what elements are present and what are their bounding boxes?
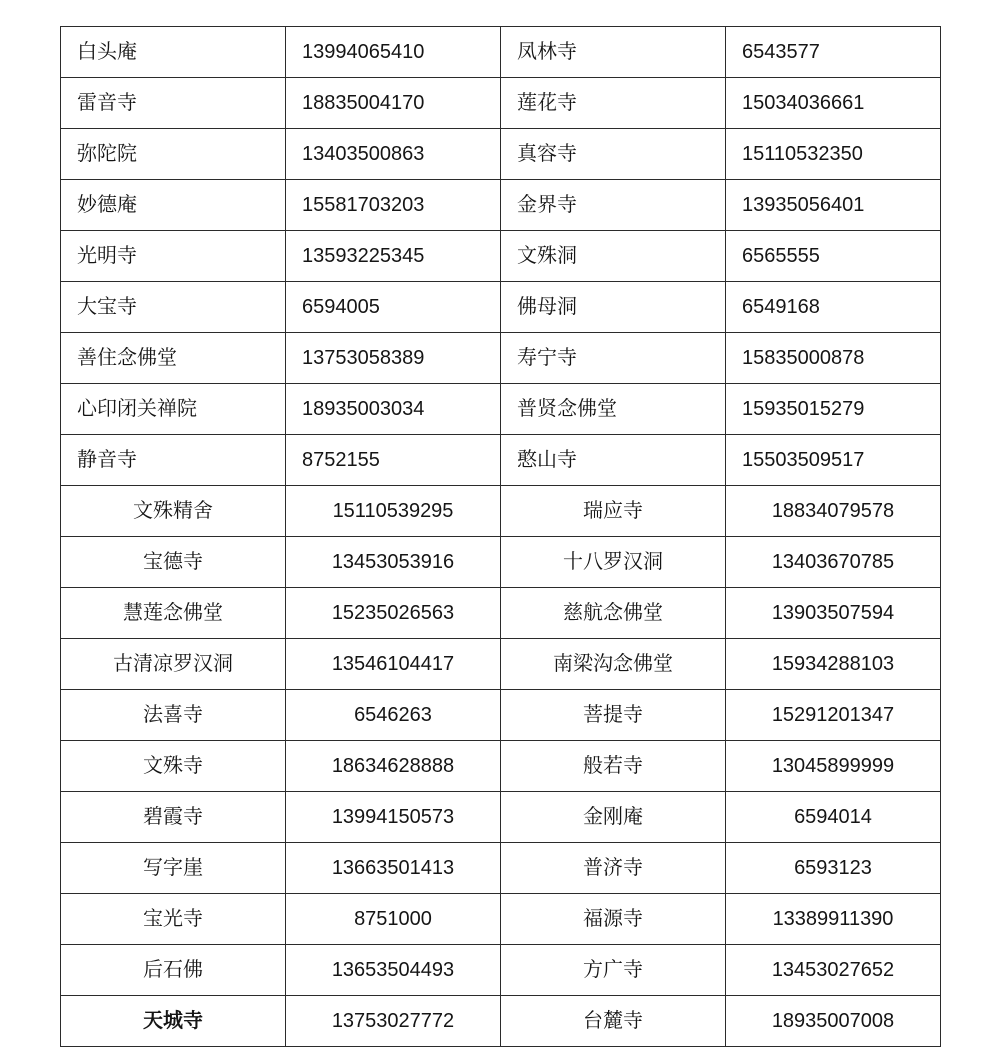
temple-name: 寿宁寺 (501, 333, 726, 384)
temple-phone: 15034036661 (726, 78, 941, 129)
temple-name: 慧莲念佛堂 (61, 588, 286, 639)
temple-phone: 15934288103 (726, 639, 941, 690)
temple-name: 福源寺 (501, 894, 726, 945)
temple-name: 宝光寺 (61, 894, 286, 945)
table-row (61, 333, 941, 384)
temple-phone: 6546263 (286, 690, 501, 741)
temple-phone: 15291201347 (726, 690, 941, 741)
temple-name: 菩提寺 (501, 690, 726, 741)
temple-phone: 18935003034 (286, 384, 501, 435)
temple-name: 凤林寺 (501, 27, 726, 78)
temple-name: 写字崖 (61, 843, 286, 894)
temple-phone: 13994065410 (286, 27, 501, 78)
temple-phone: 13903507594 (726, 588, 941, 639)
temple-phone: 15935015279 (726, 384, 941, 435)
temple-phone: 15110539295 (286, 486, 501, 537)
temple-phone: 6543577 (726, 27, 941, 78)
temple-name: 方广寺 (501, 945, 726, 996)
temple-phone: 6593123 (726, 843, 941, 894)
temple-name: 金界寺 (501, 180, 726, 231)
temple-phone: 15235026563 (286, 588, 501, 639)
temple-phone: 13935056401 (726, 180, 941, 231)
temple-phone: 13403670785 (726, 537, 941, 588)
table-row (61, 792, 941, 843)
table-body (61, 27, 941, 1047)
temple-phone: 6549168 (726, 282, 941, 333)
temple-phone: 13045899999 (726, 741, 941, 792)
temple-name: 普贤念佛堂 (501, 384, 726, 435)
temple-phone: 8752155 (286, 435, 501, 486)
temple-name: 白头庵 (61, 27, 286, 78)
table-row (61, 588, 941, 639)
table-row (61, 78, 941, 129)
temple-phone: 18634628888 (286, 741, 501, 792)
table-row (61, 435, 941, 486)
temple-name: 真容寺 (501, 129, 726, 180)
table-row (61, 180, 941, 231)
temple-name: 古清凉罗汉洞 (61, 639, 286, 690)
temple-phone: 8751000 (286, 894, 501, 945)
temple-phone: 6565555 (726, 231, 941, 282)
temple-name: 天城寺 (61, 996, 286, 1047)
table-row (61, 231, 941, 282)
temple-phone: 15581703203 (286, 180, 501, 231)
temple-phone: 13389911390 (726, 894, 941, 945)
temple-name: 憨山寺 (501, 435, 726, 486)
table-row (61, 741, 941, 792)
temple-name: 大宝寺 (61, 282, 286, 333)
table-row (61, 486, 941, 537)
temple-name: 佛母洞 (501, 282, 726, 333)
temple-phone: 18834079578 (726, 486, 941, 537)
temple-phone: 13453053916 (286, 537, 501, 588)
temple-phone: 13663501413 (286, 843, 501, 894)
temple-name: 十八罗汉洞 (501, 537, 726, 588)
temple-name: 后石佛 (61, 945, 286, 996)
temple-name: 雷音寺 (61, 78, 286, 129)
table-row (61, 129, 941, 180)
temple-name: 光明寺 (61, 231, 286, 282)
temple-phone: 13546104417 (286, 639, 501, 690)
table-row (61, 282, 941, 333)
temple-name: 文殊洞 (501, 231, 726, 282)
table-row (61, 27, 941, 78)
temple-name: 金刚庵 (501, 792, 726, 843)
temple-phone: 15835000878 (726, 333, 941, 384)
temple-name: 台麓寺 (501, 996, 726, 1047)
temple-name: 宝德寺 (61, 537, 286, 588)
table-row (61, 690, 941, 741)
table-row (61, 894, 941, 945)
temple-name: 碧霞寺 (61, 792, 286, 843)
table-row (61, 537, 941, 588)
temple-phone: 13753058389 (286, 333, 501, 384)
table-row (61, 639, 941, 690)
temple-name: 般若寺 (501, 741, 726, 792)
temple-name: 心印闭关禅院 (61, 384, 286, 435)
temple-name: 南梁沟念佛堂 (501, 639, 726, 690)
contact-table (60, 26, 941, 1047)
temple-name: 文殊寺 (61, 741, 286, 792)
temple-phone: 13593225345 (286, 231, 501, 282)
temple-name: 莲花寺 (501, 78, 726, 129)
table-row (61, 945, 941, 996)
temple-phone: 13753027772 (286, 996, 501, 1047)
temple-phone: 15110532350 (726, 129, 941, 180)
temple-name: 善住念佛堂 (61, 333, 286, 384)
temple-name: 慈航念佛堂 (501, 588, 726, 639)
temple-phone: 18935007008 (726, 996, 941, 1047)
temple-name: 静音寺 (61, 435, 286, 486)
table-row (61, 996, 941, 1047)
temple-phone: 13994150573 (286, 792, 501, 843)
temple-phone: 13453027652 (726, 945, 941, 996)
temple-phone: 15503509517 (726, 435, 941, 486)
temple-name: 法喜寺 (61, 690, 286, 741)
table-row (61, 384, 941, 435)
temple-phone: 18835004170 (286, 78, 501, 129)
temple-name: 妙德庵 (61, 180, 286, 231)
temple-phone: 13653504493 (286, 945, 501, 996)
temple-phone: 6594005 (286, 282, 501, 333)
table-row (61, 843, 941, 894)
temple-phone: 6594014 (726, 792, 941, 843)
temple-name: 弥陀院 (61, 129, 286, 180)
temple-name: 普济寺 (501, 843, 726, 894)
temple-name: 文殊精舍 (61, 486, 286, 537)
temple-name: 瑞应寺 (501, 486, 726, 537)
temple-phone: 13403500863 (286, 129, 501, 180)
